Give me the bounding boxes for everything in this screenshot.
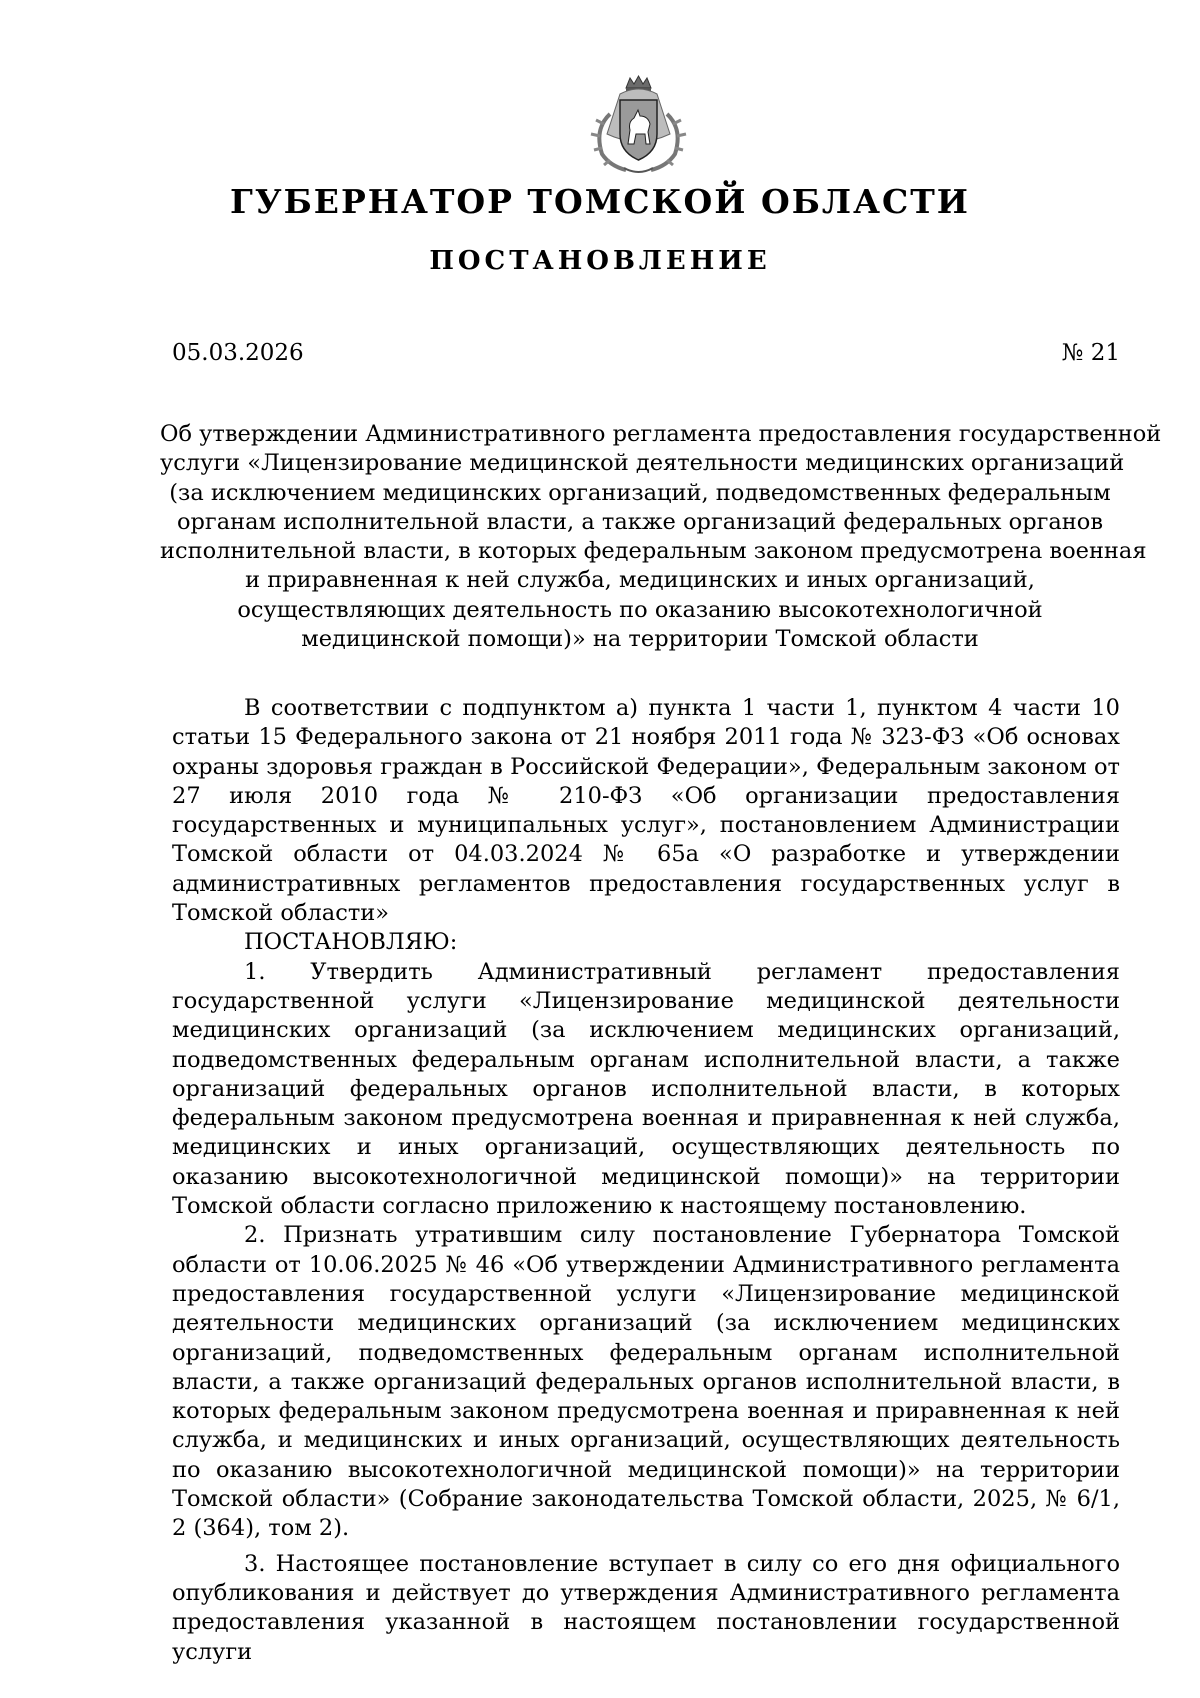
title-line: органам исполнительной власти, а также организаций федеральных органов [176, 508, 1104, 535]
clause-3: 3. Настоящее постановление вступает в силу со его дня официального опубликования и действует до утверждения Административного регламента предоставления указанной в настоящем постановлении государственной услуги [172, 1550, 1120, 1665]
title-line: и приравненная к ней служба, медицинских и иных организаций, [245, 567, 1035, 594]
title-line: медицинской помощи)» на территории Томской области [301, 626, 979, 653]
title-line: услуги «Лицензирование медицинской деятельности медицинских организаций [160, 450, 1125, 477]
title-line: осуществляющих деятельность по оказанию высокотехнологичной [237, 596, 1043, 623]
preamble-paragraph: В соответствии с подпунктом а) пункта 1 части 1, пунктом 4 части 10 статьи 15 Федерального закона от 21 ноября 2011 года № 323-ФЗ «Об основах охраны здоровья граждан в Российской Федерации», Федеральным законом от 27 июля 2010 года № 210-ФЗ «Об организации предоставления государственных и муниципальных услуг», постановлением Администрации Томской области от 04.03.2024 № 65а «О разработке и утверждении административных регламентов предоставления государственных услуг в Томской области» [172, 695, 1120, 927]
document-body [172, 694, 1120, 1667]
document-type: ПОСТАНОВЛЕНИЕ [429, 246, 771, 276]
coat-of-arms-icon [580, 74, 697, 178]
clause-2: 2. Признать утратившим силу постановление Губернатора Томской области от 10.06.2025 № 46 «Об утверждении Административного регламента предоставления государственной услуги «Лицензирование медицинской деятельности медицинских организаций (за исключением медицинских организаций, подведомственных федеральным органам исполнительной власти, а также организаций федеральных органов исполнительной власти, в которых федеральным законом предусмотрена военная и приравненная к ней служба, и медицинских и иных организаций, осуществляющих деятельность по оказанию высокотехнологичной медицинской помощи)» на территории Томской области» (Собрание законодательства Томской области, 2025, № 6/1, 2 (364), том 2). [172, 1222, 1120, 1542]
title-line: (за исключением медицинских организаций, подведомственных федеральным [169, 479, 1111, 506]
resolve-heading: ПОСТАНОВЛЯЮ: [244, 929, 458, 956]
document-meta [172, 340, 1120, 366]
document-date: 05.03.2026 [172, 340, 304, 366]
title-line: исполнительной власти, в которых федеральным законом предусмотрена военная [160, 538, 1147, 565]
issuing-authority: ГУБЕРНАТОР ТОМСКОЙ ОБЛАСТИ [230, 182, 970, 221]
clause-1: 1. Утвердить Административный регламент предоставления государственной услуги «Лицензирование медицинской деятельности медицинских организаций (за исключением медицинских организаций, подведомственных федеральным органам исполнительной власти, а также организаций федеральных органов исполнительной власти, в которых федеральным законом предусмотрена военная и приравненная к ней служба, медицинских и иных организаций, осуществляющих деятельность по оказанию высокотехнологичной медицинской помощи)» на территории Томской области согласно приложению к настоящему постановлению. [172, 958, 1120, 1220]
title-line: Об утверждении Административного регламента предоставления государственной [160, 421, 1162, 447]
document-title [160, 420, 1162, 654]
document-number: № 21 [1061, 340, 1120, 366]
